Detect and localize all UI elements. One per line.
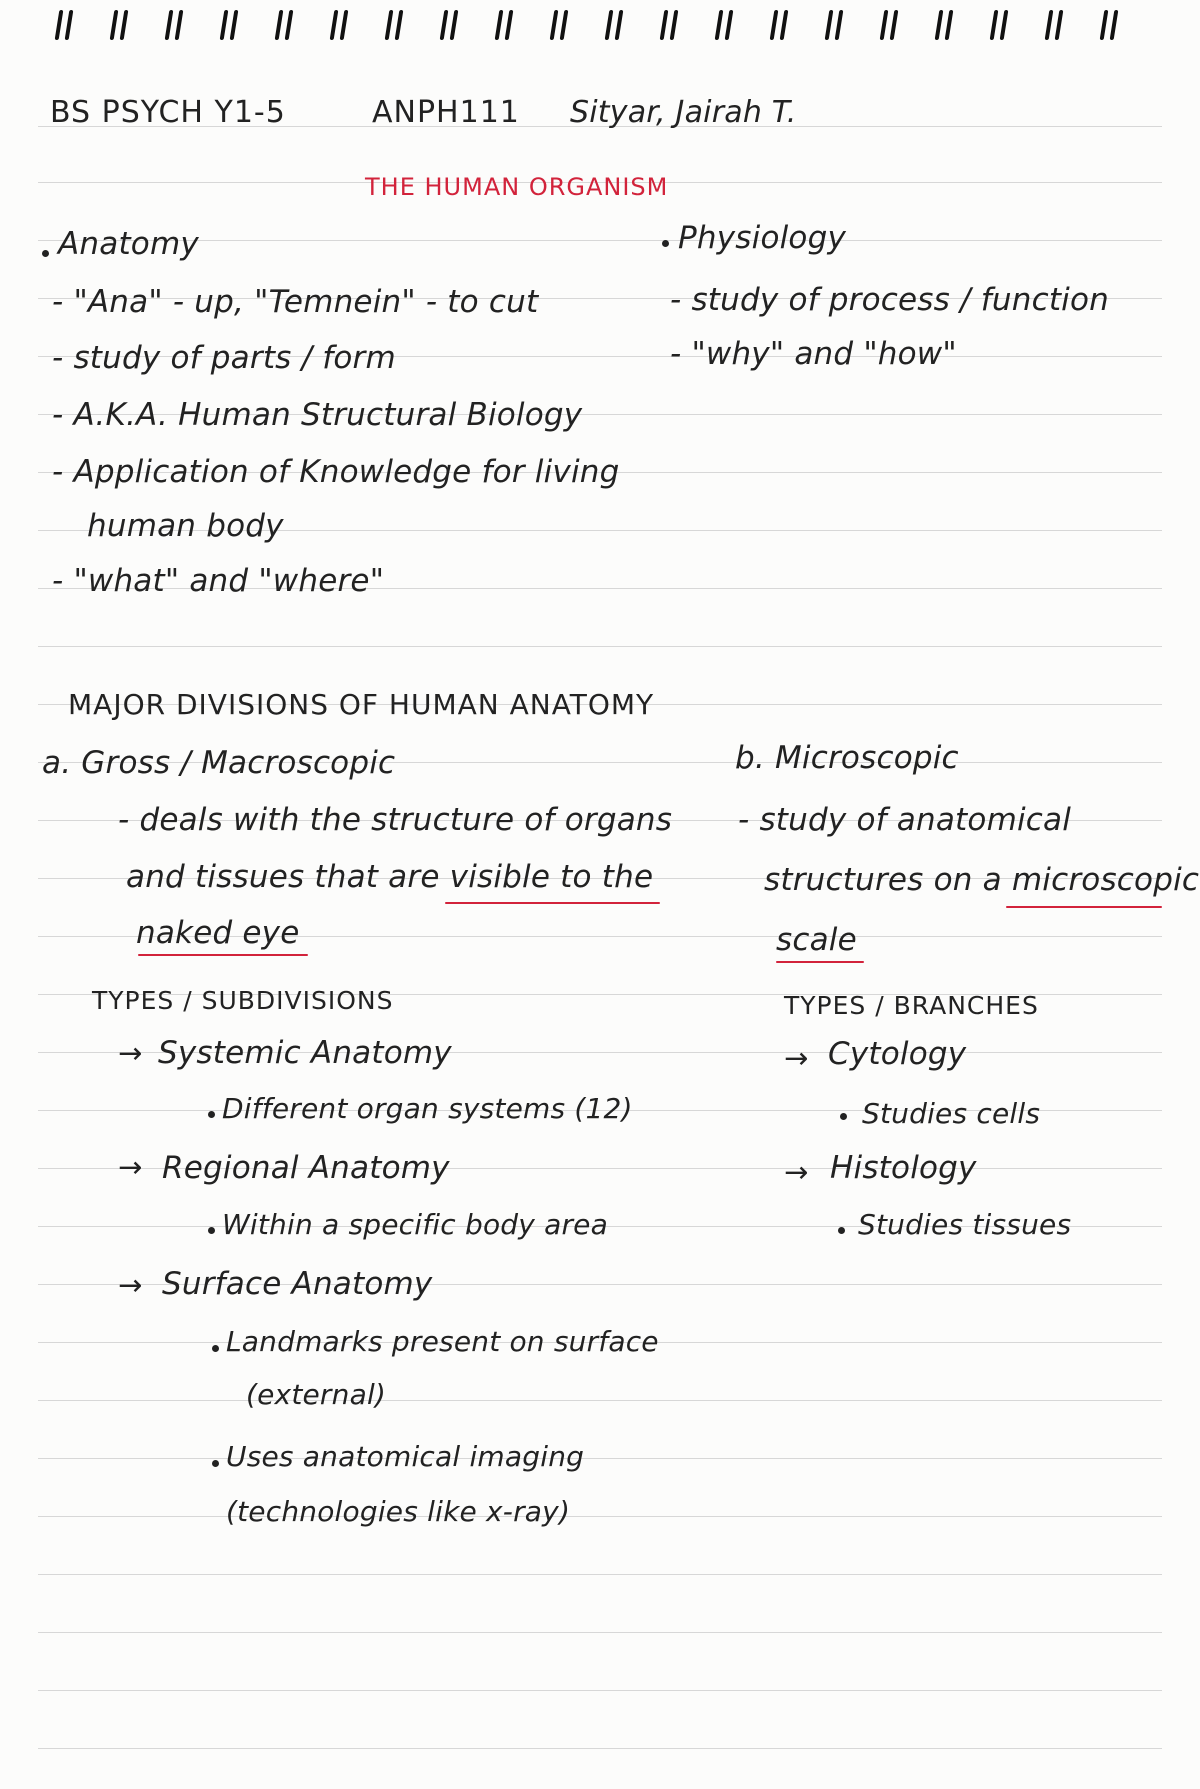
binding-ring	[880, 10, 900, 40]
page-rule	[38, 1690, 1162, 1691]
naked-eye-underline	[138, 954, 308, 956]
student-name: Sityar, Jairah T.	[570, 95, 797, 130]
gross-desc-line-2: and tissues that are visible to the	[126, 859, 654, 895]
course-section: BS PSYCH Y1-5	[50, 95, 286, 130]
page-rule	[38, 1748, 1162, 1749]
micro-desc-line-1: - study of anatomical	[738, 802, 1072, 838]
microscopic-underline	[1006, 906, 1162, 908]
binding-ring	[330, 10, 350, 40]
binding-ring	[165, 10, 185, 40]
page-rule	[38, 1458, 1162, 1459]
surface-note-line-2: (external)	[246, 1378, 387, 1411]
bullet-icon	[208, 1227, 215, 1234]
anatomy-parts-line: - study of parts / form	[52, 340, 396, 376]
page-rule	[38, 1632, 1162, 1633]
page-rule	[38, 1516, 1162, 1517]
arrow-icon: →	[118, 1268, 143, 1302]
bullet-icon	[840, 1113, 847, 1120]
page-rule	[38, 1400, 1162, 1401]
bullet-icon	[208, 1111, 215, 1118]
binding-ring	[110, 10, 130, 40]
bullet-icon	[662, 240, 669, 247]
physiology-heading: Physiology	[678, 220, 847, 256]
gross-desc-line-1: - deals with the structure of organs	[118, 802, 673, 838]
binding-ring	[605, 10, 625, 40]
micro-label: b. Microscopic	[735, 740, 959, 776]
systemic-anatomy: Systemic Anatomy	[158, 1035, 452, 1071]
binding-ring	[495, 10, 515, 40]
arrow-icon: →	[118, 1150, 143, 1184]
scale-underline	[776, 961, 864, 963]
visible-underline	[445, 902, 660, 904]
physiology-why-how-line: - "why" and "how"	[670, 336, 957, 372]
regional-note: Within a specific body area	[222, 1208, 608, 1241]
binding-ring	[55, 10, 75, 40]
surface-note-line-1: Landmarks present on surface	[226, 1325, 659, 1358]
regional-anatomy: Regional Anatomy	[162, 1150, 450, 1186]
gross-desc-line-3: naked eye	[136, 915, 300, 951]
binding-ring	[715, 10, 735, 40]
bullet-icon	[212, 1345, 219, 1352]
micro-desc-line-3: scale	[776, 922, 857, 958]
arrow-icon: →	[784, 1041, 809, 1075]
page-rule	[38, 240, 1162, 241]
major-divisions-heading: MAJOR DIVISIONS OF HUMAN ANATOMY	[68, 688, 655, 721]
imaging-note-line-1: Uses anatomical imaging	[226, 1440, 585, 1473]
binding-ring	[770, 10, 790, 40]
cytology-note: Studies cells	[862, 1097, 1041, 1130]
binding-ring	[385, 10, 405, 40]
page-rule	[38, 646, 1162, 647]
surface-anatomy: Surface Anatomy	[162, 1266, 433, 1302]
cytology: Cytology	[828, 1036, 967, 1072]
physiology-function-line: - study of process / function	[670, 282, 1109, 318]
gross-label: a. Gross / Macroscopic	[42, 745, 396, 781]
binding-ring	[825, 10, 845, 40]
binding-ring	[1045, 10, 1065, 40]
binding-ring	[440, 10, 460, 40]
anatomy-application-line-2: human body	[87, 508, 284, 544]
page-title: THE HUMAN ORGANISM	[365, 173, 669, 201]
gross-types-heading: TYPES / SUBDIVISIONS	[92, 986, 394, 1015]
micro-desc-line-2: structures on a microscopic	[764, 862, 1200, 898]
binding-ring	[990, 10, 1010, 40]
page-rule	[38, 1574, 1162, 1575]
course-code: ANPH111	[372, 95, 520, 130]
histology-note: Studies tissues	[858, 1208, 1072, 1241]
spiral-binding	[0, 0, 1200, 60]
anatomy-heading: Anatomy	[58, 226, 199, 262]
binding-ring	[275, 10, 295, 40]
binding-ring	[1100, 10, 1120, 40]
binding-ring	[935, 10, 955, 40]
anatomy-what-where-line: - "what" and "where"	[52, 563, 385, 599]
binding-ring	[550, 10, 570, 40]
histology: Histology	[830, 1150, 977, 1186]
imaging-note-line-2: (technologies like x-ray)	[226, 1495, 571, 1528]
arrow-icon: →	[118, 1036, 143, 1070]
anatomy-application-line: - Application of Knowledge for living	[52, 454, 620, 490]
arrow-icon: →	[784, 1155, 809, 1189]
bullet-icon	[42, 250, 49, 257]
anatomy-etymology-line: - "Ana" - up, "Temnein" - to cut	[52, 284, 539, 320]
systemic-note: Different organ systems (12)	[222, 1092, 633, 1125]
anatomy-aka-line: - A.K.A. Human Structural Biology	[52, 397, 583, 433]
bullet-icon	[212, 1460, 219, 1467]
micro-types-heading: TYPES / BRANCHES	[784, 991, 1039, 1020]
binding-ring	[220, 10, 240, 40]
binding-ring	[660, 10, 680, 40]
bullet-icon	[838, 1227, 845, 1234]
